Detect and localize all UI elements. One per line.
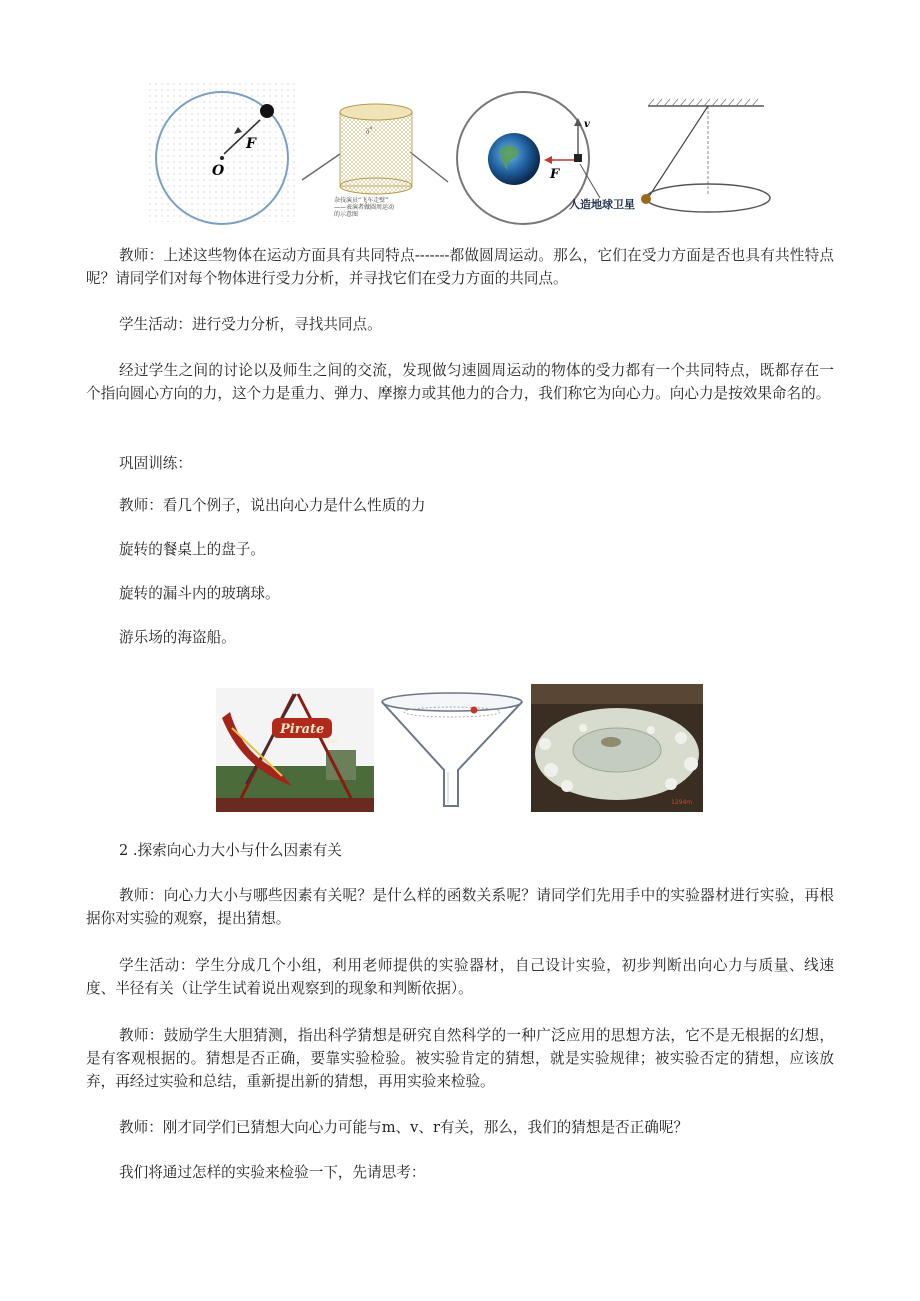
ride-sign-sub: Ship [324,738,338,745]
paragraph-example-plate: 旋转的餐桌上的盘子。 [119,541,265,558]
force-label: F [246,136,256,152]
center-label: O [212,163,225,179]
funnel-diagram [378,688,528,812]
paragraph-example-pirate-ship: 游乐场的海盗船。 [119,629,236,646]
section-heading-2: 2 .探索向心力大小与什么因素有关 [119,842,342,859]
pirate-ship-photo [216,688,374,812]
cylinder-caption-3: 的示意图 [334,211,359,218]
velocity-label: v [584,119,590,130]
paragraph-experiment-intro: 我们将通过怎样的实验来检验一下，先请思考： [119,1164,426,1181]
paragraph-practice-title: 巩固训练： [119,455,192,472]
wall-of-death-cylinder [302,104,448,218]
satellite-force-label: F [550,167,560,182]
paragraph-example-funnel: 旋转的漏斗内的玻璃球。 [119,585,280,602]
circular-motion-diagram [148,82,298,224]
paragraph-student-activity-1: 学生活动：进行受力分析，寻找共同点。 [119,316,382,333]
paragraph-teacher-hypothesis: 教师：刚才同学们已猜想大向心力可能与m、v、r有关，那么，我们的猜想是否正确呢？ [119,1119,689,1136]
rider-marker: ᵹ° [366,126,373,134]
cylinder-caption-2: ——表演者做圆周运动 [334,204,395,211]
cylinder-caption-1: 杂技演员“飞车走壁” [334,197,389,204]
satellite-label: 人造地球卫星 [569,198,635,211]
ride-sign: Pirate [280,722,325,737]
paragraph-teacher-encourage: 教师：鼓励学生大胆猜测，指出科学猜想是研究自然科学的一种广泛应用的思想方法，它不是无根据的幻想，是有客观根据的。猜想是否正确，要靠实验检验。被实验肯定的猜想，就是实验规律；被实验否定的猜想，应该放弃，再经过实验和总结，重新提出新的猜想，再用实验来检验。 [86,1027,834,1090]
paragraph-centripetal-definition: 经过学生之间的讨论以及师生之间的交流，发现做匀速圆周运动的物体的受力都有一个共同特点，既都存在一个指向圆心方向的力，这个力是重力、弹力、摩擦力或其他力的合力，我们称它为向心力。向心力是按效果命名的。 [86,362,834,402]
earth-satellite-diagram [457,92,635,224]
photo-stamp: 1294m [671,799,693,806]
paragraph-teacher-examples: 教师：看几个例子，说出向心力是什么性质的力 [119,497,426,514]
conical-pendulum-diagram [641,99,770,212]
paragraph-student-activity-2: 学生活动：学生分成几个小组，利用老师提供的实验器材，自己设计实验，初步判断出向心力与质量、线速度、半径有关（让学生试着说出观察到的现象和判断依据）。 [86,957,834,997]
paragraph-forces-common: 教师：上述这些物体在运动方面具有共同特点-------都做圆周运动。那么，它们在受力方面是否也具有共性特点呢？请同学们对每个物体进行受力分析，并寻找它们在受力方面的共同点。 [86,247,834,287]
paragraph-teacher-question: 教师：向心力大小与哪些因素有关呢？是什么样的函数关系呢？请同学们先用手中的实验器材进行实验，再根据你对实验的观察，提出猜想。 [86,887,834,927]
top-figure-row [148,82,776,227]
rotating-table-photo [531,684,703,812]
